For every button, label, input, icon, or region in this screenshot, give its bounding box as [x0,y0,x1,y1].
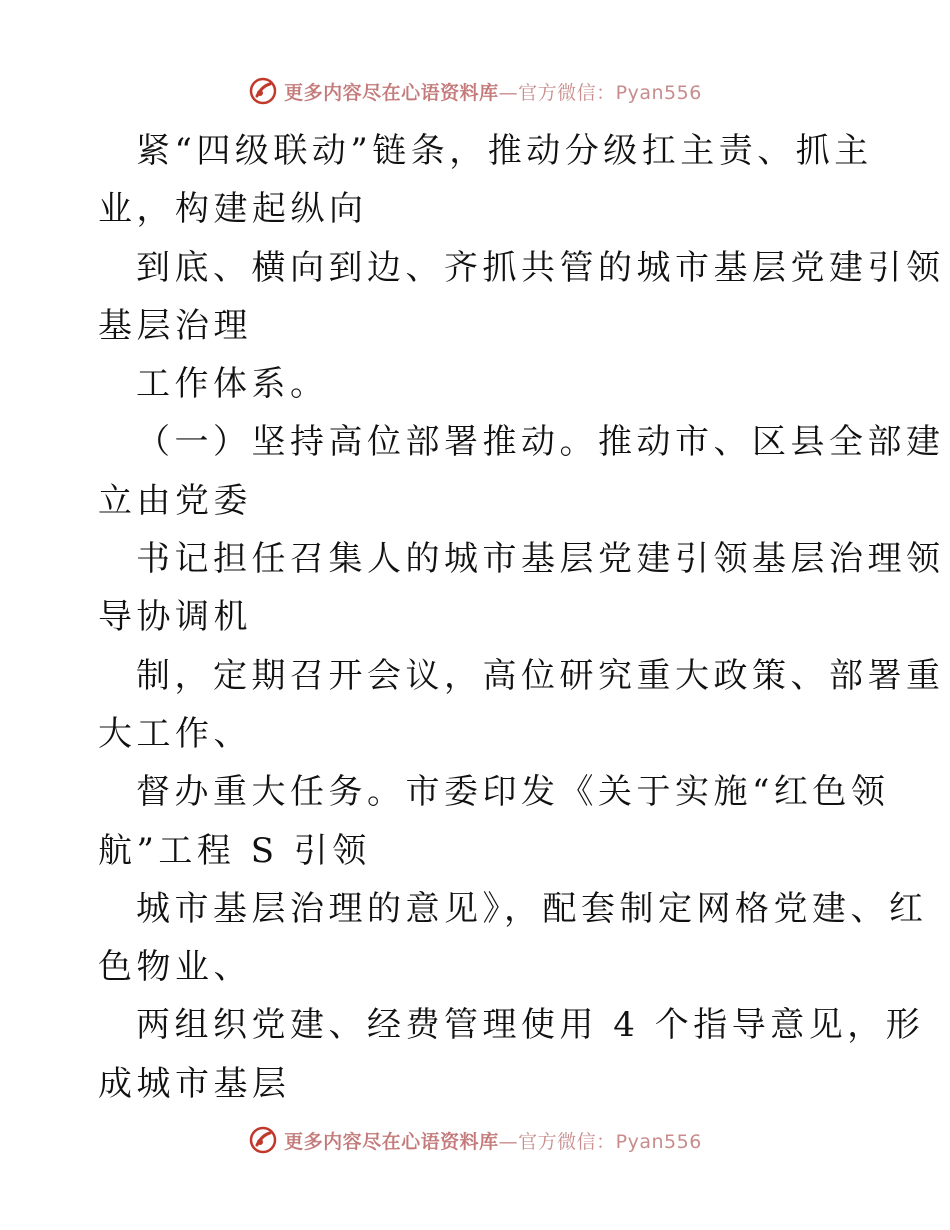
brush-seal-icon [248,1125,278,1155]
watermark-wechat: 官方微信：Pyan556 [518,81,702,104]
footer-watermark [0,1120,950,1160]
brush-seal-icon [248,76,278,106]
body-text-line: 两组织党建、经费管理使用 4 个指导意见，形 [136,1005,925,1046]
body-text-line: 导协调机 [98,597,252,638]
watermark-text [284,1127,702,1154]
header-watermark [0,71,950,111]
watermark-brand: 更多内容尽在心语资料库 [284,81,499,104]
body-text-line: 制，定期召开会议，高位研究重大政策、部署重 [136,655,945,696]
watermark-brand: 更多内容尽在心语资料库 [284,1130,499,1153]
body-text-line: 到底、横向到边、齐抓共管的城市基层党建引领 [136,247,945,288]
body-text-line: （一）坚持高位部署推动。推动市、区县全部建 [136,422,945,463]
watermark-separator: — [498,1130,519,1153]
body-text-line: 业，构建起纵向 [98,189,368,230]
body-text-line: 基层治理 [98,305,252,346]
body-text-line: 工作体系。 [136,364,329,405]
body-text-line: 成城市基层 [98,1063,291,1104]
watermark-separator: — [498,81,519,104]
body-text-line: 督办重大任务。市委印发《关于实施“红色领 [136,772,890,813]
body-text-line: 航”工程 S 引领 [98,830,371,871]
watermark-wechat: 官方微信：Pyan556 [518,1130,702,1153]
body-text-line: 色物业、 [98,947,252,988]
body-text-line: 紧“四级联动”链条，推动分级扛主责、抓主 [136,131,873,171]
body-text-line: 书记担任召集人的城市基层党建引领基层治理领 [136,539,945,580]
body-text-line: 立由党委 [98,480,252,521]
watermark-text [284,78,702,105]
body-text-line: 大工作、 [98,713,252,754]
body-text-line: 城市基层治理的意见》，配套制定网格党建、红 [136,888,928,929]
document-body [98,122,945,1113]
